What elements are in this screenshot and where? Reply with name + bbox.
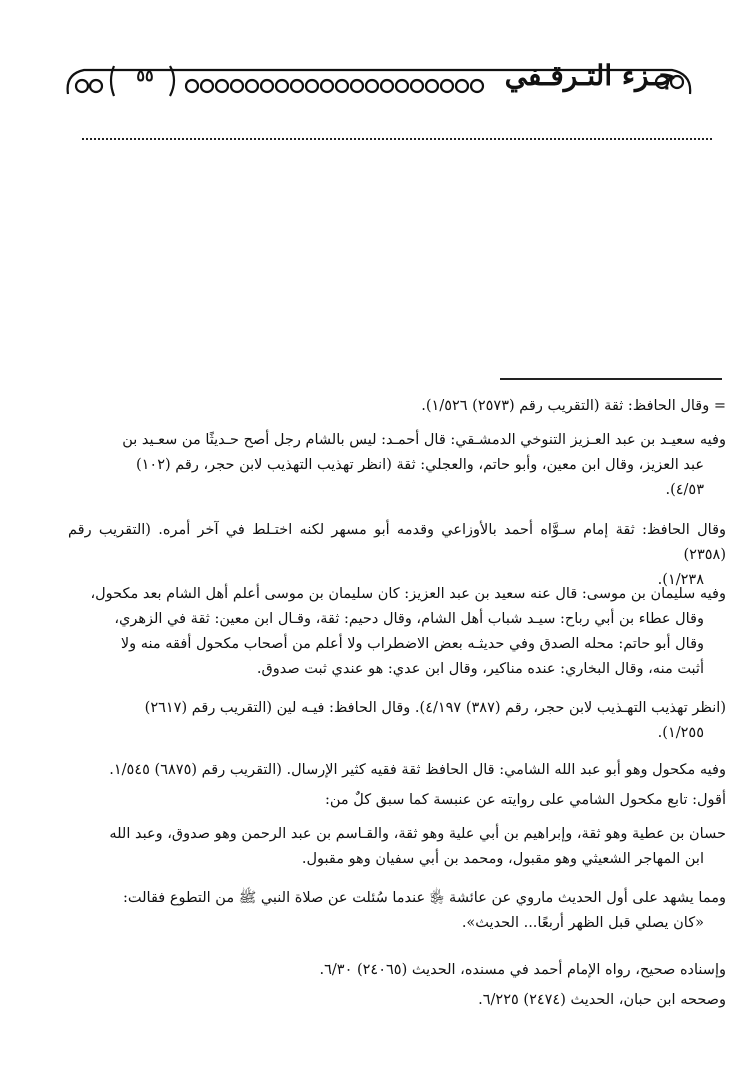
footnote-rule (500, 378, 722, 380)
paragraph (68, 696, 726, 746)
text-line: وصححه ابن حبان، الحديث (٢٤٧٤) ٦/٢٢٥. (478, 992, 726, 1008)
paragraph (68, 886, 726, 936)
paragraph (68, 822, 726, 872)
page-header (62, 52, 702, 108)
paragraph (68, 988, 726, 1013)
text-line: ابن المهاجر الشعيثي وهو مقبول، ومحمد بن أبي سفيان وهو مقبول. (301, 851, 704, 867)
paragraph (68, 394, 726, 419)
paragraph (68, 582, 726, 682)
dotted-separator (82, 128, 712, 140)
text-line: أقول: تابع مكحول الشامي على روايته عن عنبسة كما سبق كلٌ من: (324, 792, 726, 808)
text-line: (انظر تهذيب التهـذيب لابن حجر، رقم (٣٨٧) ٤/١٩٧). وقال الحافظ: فيـه لين (التقريب رقم (٢٦١٧) (144, 700, 726, 716)
paragraph (68, 958, 726, 983)
text-line: أثبت منه، وقال البخاري: عنده مناكير، وقال ابن عدي: هو عندي ثبت صدوق. (256, 661, 704, 677)
text-line: وقال عطاء بن أبي رباح: سيـد شباب أهل الشام، وقال دحيم: ثقة، وقـال ابن معين: ثقة في الزهري، (114, 611, 704, 627)
text-line: = وقال الحافظ: ثقة (التقريب رقم (٢٥٧٣) ١/٥٢٦). (421, 398, 726, 414)
text-line: ومما يشهد على أول الحديث ماروي عن عائشة ﵂ عندما سُئلت عن صلاة النبي ﷺ من التطوع فقالت: (122, 890, 726, 906)
text-line: وقال أبو حاتم: محله الصدق وفي حديثـه بعض الاضطراب ولا أعلم من أصحاب مكحول أفقه منه ولا (120, 636, 704, 652)
text-line: حسان بن عطية وهو ثقة، وإبراهيم بن أبي علية وهو ثقة، والقـاسم بن عبد الرحمن وهو صدوق، وعبد الله (109, 826, 726, 842)
text-line: «كان يصلي قبل الظهر أربعًا... الحديث». (461, 915, 704, 931)
page-number: ٥٥ (136, 66, 154, 85)
text-line: عبد العزيز، وقال ابن معين، وأبو حاتم، والعجلي: ثقة (انظر تهذيب التهذيب لابن حجر، رقم (١٠٢) (135, 457, 704, 473)
text-line: ١/٢٥٥). (657, 725, 704, 741)
text-line: وفيه سعيـد بن عبد العـزيز التنوخي الدمشـقي: قال أحمـد: ليس بالشام رجل أصح حـديثًا من سعـيد بن (122, 432, 726, 448)
paragraph (68, 758, 726, 783)
text-line: ١/٢٣٨). (657, 572, 704, 588)
text-line: وإسناده صحيح، رواه الإمام أحمد في مسنده، الحديث (٢٤٠٦٥) ٦/٣٠. (319, 962, 726, 978)
text-line: وفيه سليمان بن موسى: قال عنه سعيد بن عبد العزيز: كان سليمان بن موسى أعلم أهل الشام بعد مكحول، (90, 586, 726, 602)
paragraph (68, 788, 726, 813)
text-line: وفيه مكحول وهو أبو عبد الله الشامي: قال الحافظ ثقة فقيه كثير الإرسال. (التقريب رقم (٦٨٧٥) ١/٥٤٥. (109, 762, 726, 778)
running-title: جـزء التـرقـفي (504, 59, 676, 92)
text-line: ٤/٥٣). (665, 482, 704, 498)
paragraph (68, 428, 726, 503)
text-line: وقال الحافظ: ثقة إمام سـوَّاه أحمد بالأوزاعي وقدمه أبو مسهر لكنه اختـلط في آخر أمره. (التقريب رقم (٢٣٥٨) (68, 522, 726, 563)
